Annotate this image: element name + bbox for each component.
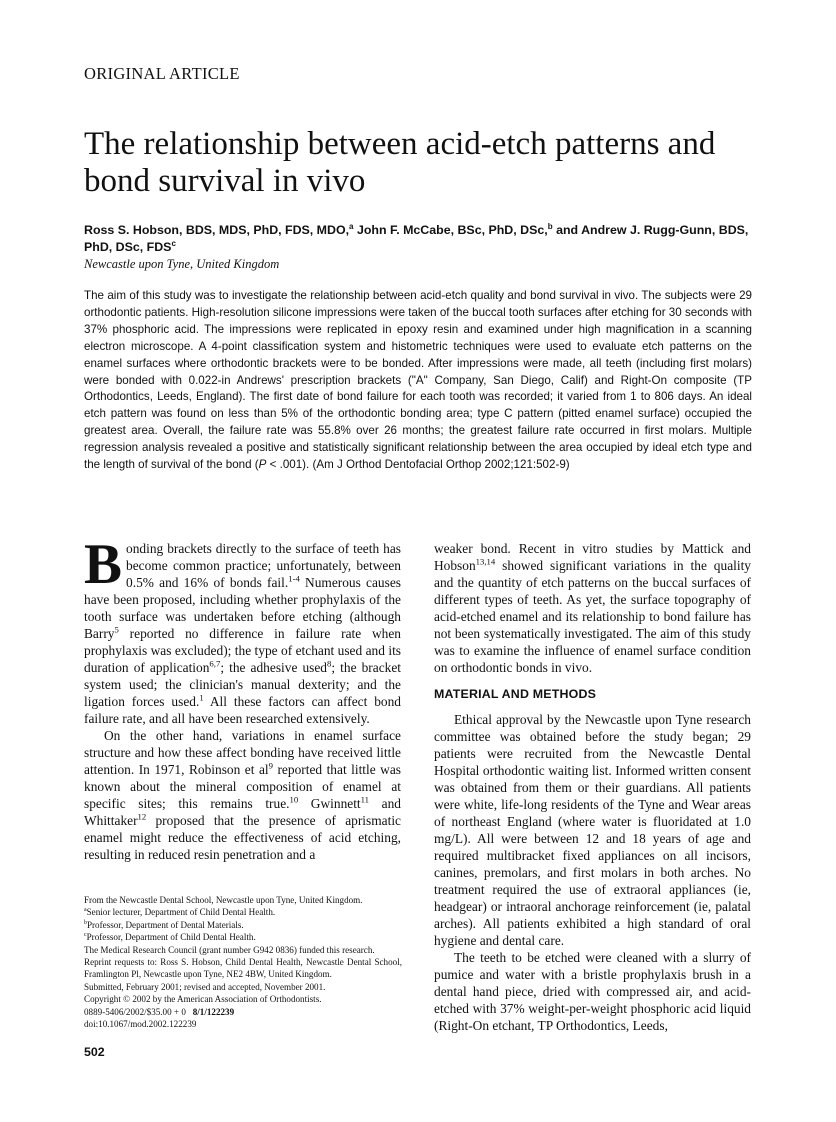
- text-run: showed significant variations in the quality and the quantity of etch patterns on the buccal surfaces of different types of teeth. As yet, the surface topography of acid-etched enamel and its relationship to bond failure has not been systematically investigated. The aim of this study was to examine the influence of enamel surface condition on orthodontic bonds in vivo.: [434, 558, 751, 675]
- citation-superscript: 6,7: [209, 658, 221, 669]
- body-paragraph: [84, 727, 401, 863]
- citation-superscript: 9: [268, 760, 273, 771]
- footnote-text: doi:10.1067/mod.2002.122239: [84, 1019, 197, 1030]
- citation-superscript: 1: [199, 692, 204, 703]
- footnote-text: Professor, Department of Dental Materials.: [86, 919, 244, 930]
- page-number: 502: [84, 1045, 105, 1059]
- footnote: [84, 1018, 402, 1030]
- text-run: < .001). (Am J Orthod Dentofacial Orthop 2002;121:502-9): [266, 458, 570, 472]
- footnote: [84, 944, 402, 956]
- author-name: Ross S. Hobson, BDS, MDS, PhD, FDS, MDO,: [84, 223, 350, 237]
- citation-superscript: 10: [289, 794, 299, 805]
- footnote-mark: c: [84, 932, 87, 939]
- footnote-text: 0889-5406/2002/$35.00 + 0: [84, 1006, 186, 1017]
- body-paragraph: [434, 540, 751, 676]
- footnote-code: 8/1/122239: [192, 1006, 235, 1017]
- text-run: reported no difference in failure rate when prophylaxis was excluded); the type of etchant used and its duration of application: [84, 626, 401, 675]
- text-run: ; the adhesive used: [220, 660, 328, 675]
- footnote: [84, 894, 402, 906]
- footnote-text: The Medical Research Council (grant number G942 0836) funded this research.: [84, 944, 375, 955]
- text-run: Numerous causes have been proposed, including whether prophylaxis of the tooth surface was undertaken before etching (although Barry: [84, 575, 401, 641]
- body-paragraph: [434, 949, 751, 1034]
- text-run: weaker bond. Recent in vitro studies by Mattick and Hobson: [434, 541, 751, 573]
- footnote-text: Senior lecturer, Department of Child Dental Health.: [86, 907, 276, 918]
- footnote: [84, 906, 402, 918]
- body-column-right: [434, 540, 751, 1034]
- text-run: proposed that the presence of aprismatic enamel might reduce the effectiveness of acid etching, resulting in reduced resin penetration and a: [84, 813, 401, 862]
- text-run: P: [258, 458, 267, 472]
- text-run: All these factors can affect bond failure rate, and all have been researched extensively.: [84, 694, 401, 726]
- footnote: [84, 919, 402, 931]
- citation-superscript: 1-4: [288, 573, 300, 584]
- article-title: The relationship between acid-etch patterns and bond survival in vivo: [84, 126, 716, 199]
- drop-cap: B: [84, 533, 123, 596]
- author-affiliation-mark: a: [349, 221, 354, 231]
- footnote: [84, 981, 402, 993]
- footnote-text: Submitted, February 2001; revised and accepted, November 2001.: [84, 981, 326, 992]
- affiliation: Newcastle upon Tyne, United Kingdom: [84, 257, 280, 271]
- footnote: [84, 1006, 402, 1018]
- text-run: Ethical approval by the Newcastle upon Tyne research committee was obtained before the study began; 29 patients were recruited from the Newcastle Dental Hospital orthodontic waiting list. Informed written consent was obtained from them or their guardians. All patients were white, life-long residents of the Tyne and Wear areas of northeast England (where water is fluoridated at 1.0 mg/L). All were between 12 and 18 years of age and required multibracket fixed appliances on all incisors, canines, premolars, and first molars in both arches. No treatment required the use of extraoral appliances (ie, headgear) or intraoral anchorage reinforcement (ie, palatal arches). All patients exhibited a high standard of oral hygiene and dental care.: [434, 712, 751, 948]
- footnote-text: Professor, Department of Child Dental Health.: [86, 932, 256, 943]
- text-run: and Whittaker: [84, 796, 401, 828]
- section-heading: MATERIAL AND METHODS: [434, 687, 597, 701]
- text-run: On the other hand, variations in enamel surface structure and how these affect bonding have received little attention. In 1971, Robinson et al: [84, 728, 401, 777]
- author-affiliation-mark: c: [171, 238, 176, 248]
- footnote-text: Copyright © 2002 by the American Association of Orthodontists.: [84, 994, 322, 1005]
- footnote-mark: b: [84, 919, 87, 926]
- author-name: and Andrew J. Rugg-Gunn, BDS, PhD, DSc, FDS: [84, 223, 749, 254]
- footnote-text: From the Newcastle Dental School, Newcastle upon Tyne, United Kingdom.: [84, 895, 363, 905]
- footnote-mark: a: [84, 907, 87, 914]
- text-run: onding brackets directly to the surface of teeth has become common practice; unfortunately, between 0.5% and 16% of bonds fail.: [126, 541, 401, 590]
- author-list: [84, 222, 764, 256]
- author-affiliation-mark: b: [547, 221, 553, 231]
- citation-superscript: 11: [360, 794, 370, 805]
- text-run: reported that little was known about the mineral composition of enamel at specific sites; this remains true.: [84, 762, 402, 811]
- body-column-left: [84, 533, 402, 863]
- footnotes: [84, 894, 402, 1030]
- text-run: The aim of this study was to investigate the relationship between acid-etch quality and bond survival in vivo. The subjects were 29 orthodontic patients. High-resolution silicone impressions were taken of the buccal tooth surfaces after etching for 30 seconds with 37% phosphoric acid. The impressions were replicated in epoxy resin and examined under high magnification in a scanning electron microscope. A 4-point classification system and histometric techniques were used to evaluate etch patterns on the enamel surfaces where orthodontic brackets were to be bonded. After impressions were made, all teeth (including first molars) were bonded with 0.022-in Andrews' prescription brackets ("A" Company, San Diego, Calif) and Right-On composite (TP Orthodontics, Leeds, England). The first date of bond failure for each tooth was recorded; it varied from 1 to 806 days. An ideal etch pattern was found on less than 5% of the orthodontic bonding area; type C pattern (pitted enamel surface) occupied the greatest area. Overall, the failure rate was 55.8% over 26 months; the greatest failure rate occurred in first molars. Multiple regression analysis revealed a positive and statistically significant relationship between the area occupied by ideal etch type and the length of survival of the bond (: [84, 289, 752, 472]
- section-label: ORIGINAL ARTICLE: [84, 64, 240, 83]
- citation-superscript: 5: [114, 624, 119, 635]
- citation-superscript: 12: [137, 811, 147, 822]
- text-run: Gwinnett: [298, 796, 361, 811]
- text-run: ; the bracket system used; the clinician's manual dexterity; and the ligation forces used.: [84, 660, 402, 709]
- body-paragraph: [434, 711, 751, 949]
- text-run: The teeth to be etched were cleaned with a slurry of pumice and water with a bristle prophylaxis brush in a dental hand piece, dried with compressed air, and acid-etched with 37% weight-per-weight phosphoric acid liquid (Right-On etchant, TP Orthodontics, Leeds,: [434, 950, 751, 1033]
- abstract: [84, 288, 752, 474]
- footnote-text: Reprint requests to: Ross S. Hobson, Child Dental Health, Newcastle Dental School, Framlington Pl, Newcastle upon Tyne, NE2 4BW, United Kingdom.: [84, 957, 402, 980]
- footnote: [84, 993, 402, 1005]
- footnote: [84, 931, 402, 943]
- body-paragraph: [84, 533, 402, 727]
- citation-superscript: 8: [327, 658, 332, 669]
- footnote: [84, 956, 402, 981]
- author-name: John F. McCabe, BSc, PhD, DSc,: [353, 223, 548, 237]
- citation-superscript: 13,14: [475, 556, 496, 567]
